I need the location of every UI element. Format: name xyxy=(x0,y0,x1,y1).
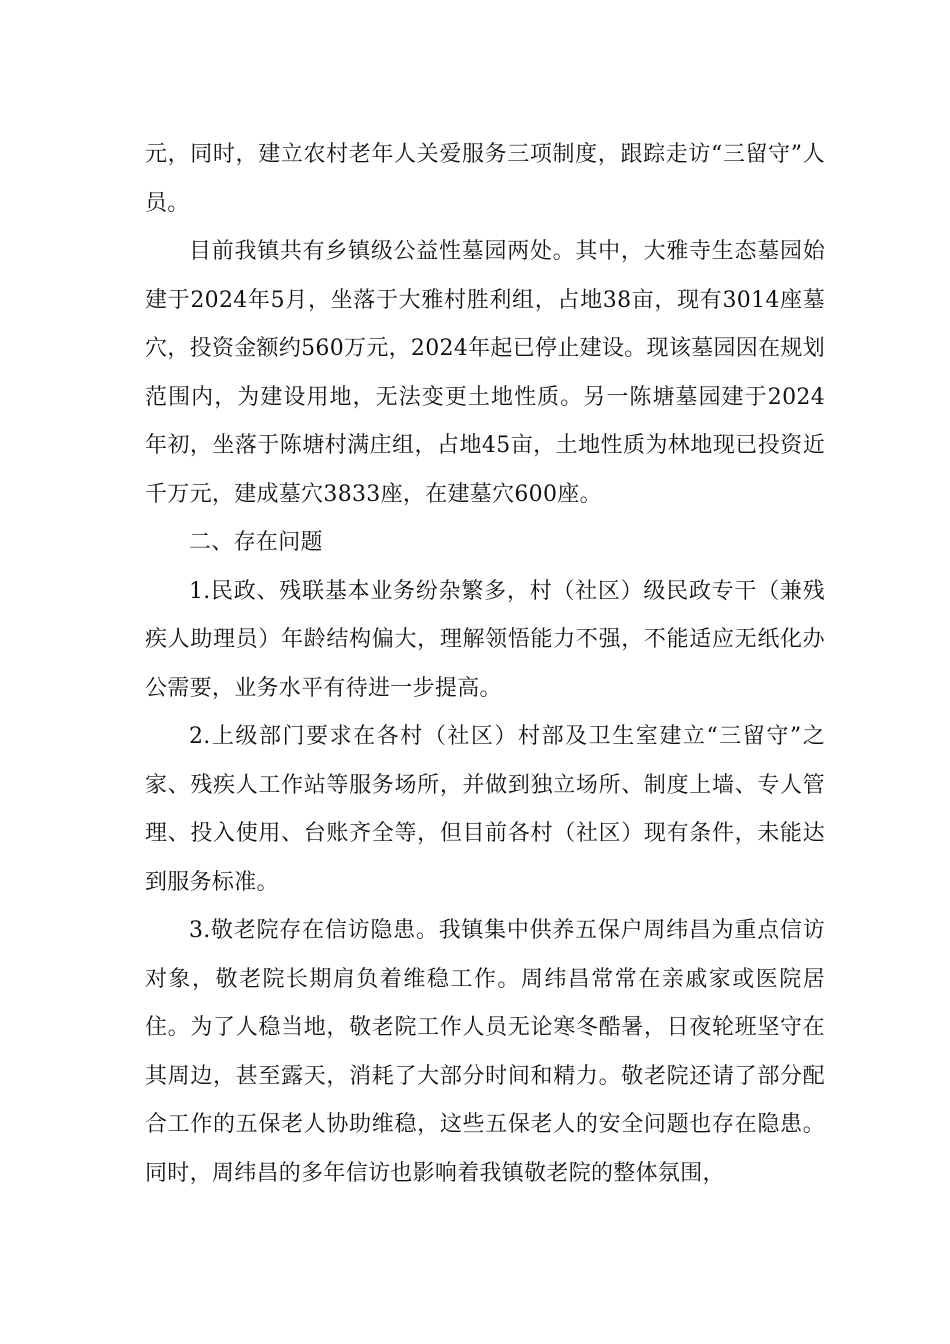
paragraph-problem-1: 1.民政、残联基本业务纷杂繁多，村（社区）级民政专干（兼残疾人助理员）年龄结构偏大，理解领悟能力不强，不能适应无纸化办公需要，业务水平有待进一步提高。 xyxy=(145,578,825,701)
paragraph-problem-2: 2.上级部门要求在各村（社区）村部及卫生室建立“三留守”之家、残疾人工作站等服务场所，并做到独立场所、制度上墙、专人管理、投入使用、台账齐全等，但目前各村（社区）现有条件，未能达到服务标准。 xyxy=(145,724,825,895)
paragraph-cemeteries: 目前我镇共有乡镇级公益性墓园两处。其中，大雅寺生态墓园始建于2024年5月，坐落于大雅村胜利组，占地38亩，现有3014座墓穴，投资金额约560万元，2024年起已停止建设。现该墓园因在规划范围内，为建设用地，无法变更土地性质。另一陈塘墓园建于2024年初，坐落于陈塘村满庄组，占地45亩，土地性质为林地现已投资近千万元，建成墓穴3833座，在建墓穴600座。 xyxy=(145,239,825,507)
document-body xyxy=(145,131,825,1198)
section-heading-problems: 二、存在问题 xyxy=(189,530,323,555)
paragraph-continuation: 元，同时，建立农村老年人关爱服务三项制度，跟踪走访“三留守”人员。 xyxy=(145,142,825,216)
paragraph-problem-3: 3.敬老院存在信访隐患。我镇集中供养五保户周纬昌为重点信访对象，敬老院长期肩负着维稳工作。周纬昌常常在亲戚家或医院居住。为了人稳当地，敬老院工作人员无论寒冬酷暑，日夜轮班坚守在其周边，甚至露天，消耗了大部分时间和精力。敬老院还请了部分配合工作的五保老人协助维稳，这些五保老人的安全问题也存在隐患。同时，周纬昌的多年信访也影响着我镇敬老院的整体氛围， xyxy=(145,918,825,1186)
